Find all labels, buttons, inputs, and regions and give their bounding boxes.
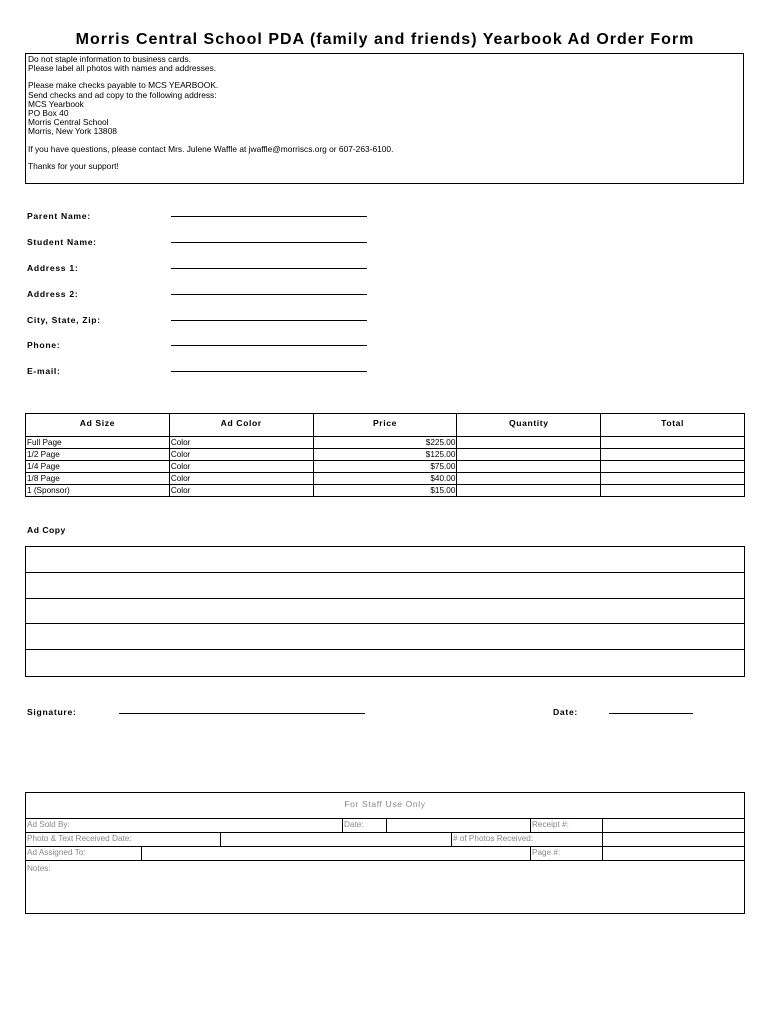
student-name-label: Student Name: — [27, 237, 97, 247]
ad-color-cell: Color — [169, 437, 313, 449]
ad-color-cell: Color — [169, 473, 313, 485]
city-state-zip-label: City, State, Zip: — [27, 315, 101, 325]
ad-color-cell: Color — [169, 449, 313, 461]
total-cell[interactable] — [601, 437, 745, 449]
header-ad-color: Ad Color — [169, 414, 313, 437]
ad-copy-line[interactable] — [26, 624, 744, 650]
quantity-cell[interactable] — [457, 437, 601, 449]
photo-text-received-label: Photo & Text Received Date: — [27, 834, 132, 843]
page-num-field[interactable] — [603, 847, 743, 860]
staff-header: For Staff Use Only — [26, 793, 744, 819]
address2-label: Address 2: — [27, 289, 79, 299]
thanks-line: Thanks for your support! — [28, 160, 119, 171]
address-line: Morris, New York 13808 — [28, 126, 117, 137]
price-cell: $225.00 — [313, 437, 457, 449]
email-label: E-mail: — [27, 366, 61, 376]
total-cell[interactable] — [601, 473, 745, 485]
num-photos-label: # of Photos Received: — [453, 834, 534, 843]
ad-color-cell: Color — [169, 485, 313, 497]
ad-size-cell: 1/4 Page — [26, 461, 170, 473]
address2-field[interactable] — [171, 294, 367, 295]
ad-order-table — [25, 413, 745, 497]
table-row — [26, 461, 745, 473]
table-row — [26, 485, 745, 497]
quantity-cell[interactable] — [457, 473, 601, 485]
instructions-box — [25, 53, 744, 184]
email-field[interactable] — [171, 371, 367, 372]
phone-label: Phone: — [27, 340, 61, 350]
staff-date-label: Date: — [344, 820, 364, 829]
instruction-line: Please make checks payable to MCS YEARBOOK. — [28, 80, 219, 91]
price-cell: $75.00 — [313, 461, 457, 473]
ad-sold-by-label: Ad Sold By: — [27, 820, 70, 829]
address-line: Morris Central School — [28, 117, 109, 128]
header-ad-size: Ad Size — [26, 414, 170, 437]
ad-copy-line[interactable] — [26, 650, 744, 676]
table-header-row — [26, 414, 745, 437]
instruction-line: Send checks and ad copy to the following address: — [28, 89, 217, 100]
phone-field[interactable] — [171, 345, 367, 346]
ad-copy-label: Ad Copy — [27, 525, 66, 535]
table-row — [26, 449, 745, 461]
header-total: Total — [601, 414, 745, 437]
staff-row — [26, 833, 744, 847]
price-cell: $40.00 — [313, 473, 457, 485]
ad-copy-line[interactable] — [26, 573, 744, 599]
address-line: PO Box 40 — [28, 108, 69, 119]
quantity-cell[interactable] — [457, 449, 601, 461]
table-row — [26, 437, 745, 449]
ad-size-cell: 1 (Sponsor) — [26, 485, 170, 497]
ad-copy-line[interactable] — [26, 599, 744, 625]
total-cell[interactable] — [601, 449, 745, 461]
contact-line: If you have questions, please contact Mrs. Julene Waffle at jwaffle@morriscs.org or 607-263-6100. — [28, 143, 394, 154]
parent-name-field[interactable] — [171, 216, 367, 217]
page-num-label: Page #: — [532, 848, 561, 857]
signature-field[interactable] — [119, 713, 365, 714]
staff-row — [26, 847, 744, 861]
receipt-field[interactable] — [603, 819, 743, 832]
header-price: Price — [313, 414, 457, 437]
quantity-cell[interactable] — [457, 461, 601, 473]
header-quantity: Quantity — [457, 414, 601, 437]
receipt-label: Receipt #: — [532, 820, 569, 829]
address1-label: Address 1: — [27, 263, 79, 273]
address1-field[interactable] — [171, 268, 367, 269]
staff-row — [26, 819, 744, 833]
quantity-cell[interactable] — [457, 485, 601, 497]
instruction-line: Do not staple information to business cards. — [28, 54, 191, 64]
staff-use-box — [25, 792, 745, 914]
ad-size-cell: 1/8 Page — [26, 473, 170, 485]
ad-size-cell: 1/2 Page — [26, 449, 170, 461]
date-field[interactable] — [609, 713, 693, 714]
ad-color-cell: Color — [169, 461, 313, 473]
parent-name-label: Parent Name: — [27, 211, 91, 221]
form-title: Morris Central School PDA (family and friends) Yearbook Ad Order Form — [75, 31, 695, 48]
ad-assigned-label: Ad Assigned To: — [27, 848, 86, 857]
photo-text-received-field[interactable] — [221, 833, 451, 846]
total-cell[interactable] — [601, 461, 745, 473]
price-cell: $125.00 — [313, 449, 457, 461]
ad-copy-line[interactable] — [26, 547, 744, 573]
ad-copy-box — [25, 546, 745, 677]
total-cell[interactable] — [601, 485, 745, 497]
price-cell: $15.00 — [313, 485, 457, 497]
student-name-field[interactable] — [171, 242, 367, 243]
table-row — [26, 473, 745, 485]
ad-size-cell: Full Page — [26, 437, 170, 449]
signature-label: Signature: — [27, 707, 77, 717]
ad-assigned-field[interactable] — [142, 847, 530, 860]
staff-date-field[interactable] — [387, 819, 530, 832]
date-label: Date: — [553, 707, 578, 717]
city-state-zip-field[interactable] — [171, 320, 367, 321]
num-photos-field[interactable] — [603, 833, 743, 846]
address-line: MCS Yearbook — [28, 98, 84, 109]
notes-label: Notes: — [27, 864, 51, 873]
instruction-line: Please label all photos with names and addresses. — [28, 63, 217, 74]
